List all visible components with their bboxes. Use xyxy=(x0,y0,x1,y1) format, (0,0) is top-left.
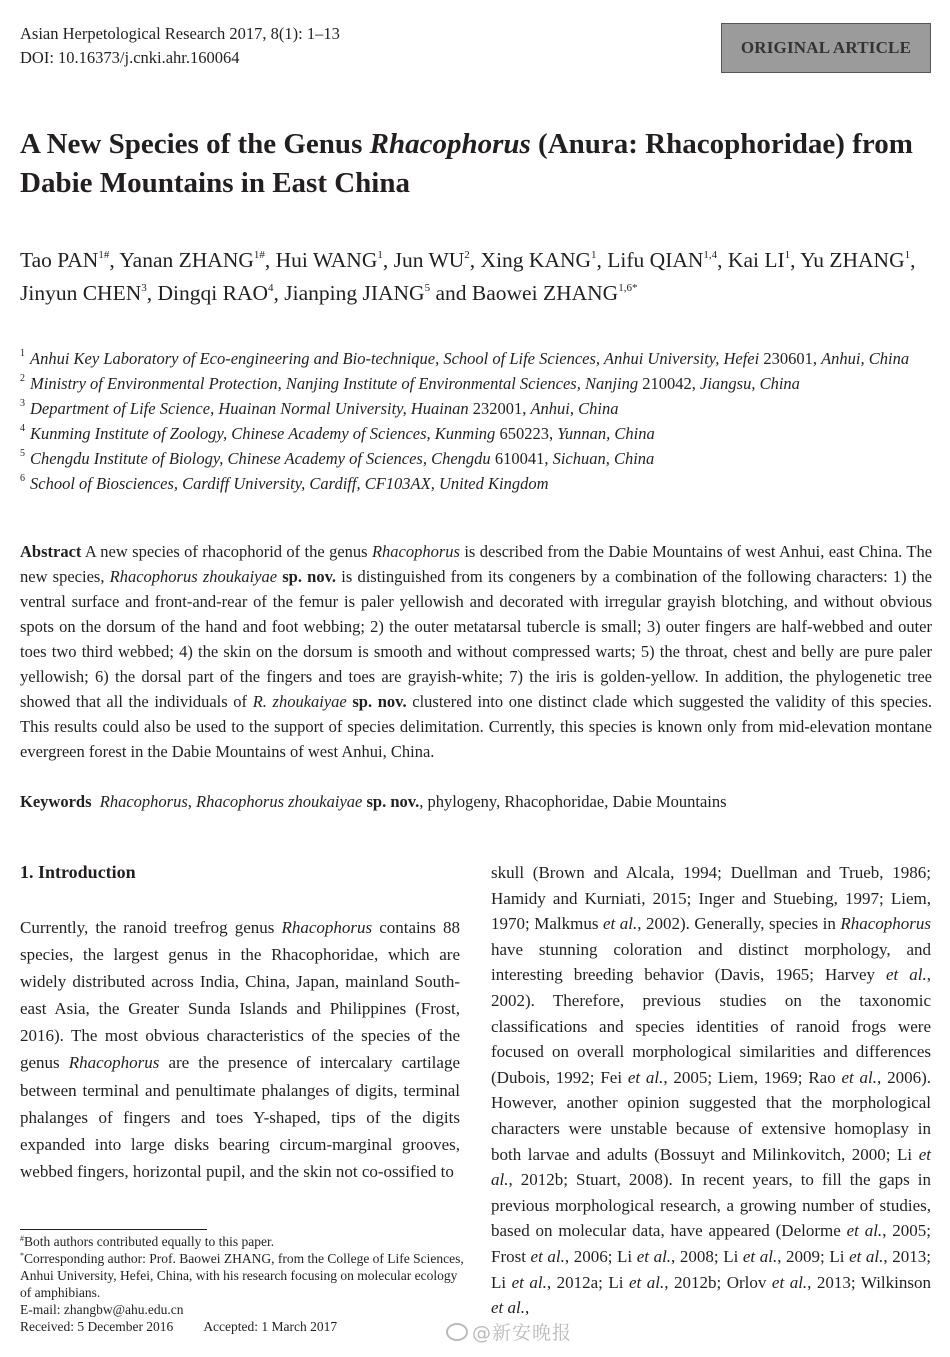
abstract-label: Abstract xyxy=(20,542,82,561)
affiliation: 6 School of Biosciences, Cardiff University, Cardiff, CF103AX, United Kingdom xyxy=(20,473,549,493)
affiliation: 5 Chengdu Institute of Biology, Chinese Academy of Sciences, Chengdu 610041, Sichuan, China xyxy=(20,448,655,468)
keywords-label: Keywords xyxy=(20,792,92,811)
affiliation: 1 Anhui Key Laboratory of Eco-engineering and Bio-technique, School of Life Sciences, Anhui University, Hefei 230601, Anhui, China xyxy=(20,348,910,368)
affiliation: 4 Kunming Institute of Zoology, Chinese Academy of Sciences, Kunming 650223, Yunnan, China xyxy=(20,423,655,443)
journal-header xyxy=(20,22,340,70)
section-heading-introduction: 1. Introduction xyxy=(20,862,136,882)
article-type-badge: ORIGINAL ARTICLE xyxy=(721,23,931,73)
keywords: Keywords Rhacophorus, Rhacophorus zhoukaiyae sp. nov., phylogeny, Rhacophoridae, Dabie Mountains xyxy=(20,792,727,811)
author: Jianping JIANG$^5$ xyxy=(284,281,431,305)
author-list: Tao $PAN^{1\#}$, Yanan $ZHANG^{1\#}$, Hui WANG$^1$, Jun $WU^2$, Xing KANG$^1$, Lifu QIAN$^{1,4}$, Kai $LI^1$, Yu ZHANG$^1$, Jinyun CHEN$^3$, Dingqi RAO$^4$, Jianping JIANG$^5$ and Baowei $ZHANG^{1,6*}$ xyxy=(20,248,916,305)
paper-title: A New Species of the Genus Rhacophorus (Anura: Rhacophoridae) from Dabie Mountains in East China xyxy=(20,128,913,199)
author: Jinyun CHEN$^3$ xyxy=(20,281,147,305)
accepted-date: Accepted: 1 March 2017 xyxy=(203,1319,338,1334)
affiliation-list xyxy=(20,346,935,496)
weibo-icon xyxy=(446,1323,468,1341)
doi-link[interactable]: DOI: 10.16373/j.cnki.ahr.160064 xyxy=(20,48,240,67)
author: Yu ZHANG$^1$ xyxy=(800,248,911,272)
author: Jun $WU^2$ xyxy=(393,248,470,272)
footnote-corresponding-author: *Corresponding author: Prof. Baowei ZHANG, from the College of Life Sciences, Anhui University, Hefei, China, with his research focusing on molecular ecology of amphibians. xyxy=(20,1251,464,1300)
author: Tao $PAN^{1\#}$ xyxy=(20,248,110,272)
author: Dingqi RAO$^4$ xyxy=(157,281,274,305)
abstract: Abstract A new species of rhacophorid of the genus Rhacophorus is described from the Dabie Mountains of west Anhui, east China. The new species, Rhacophorus zhoukaiyae sp. nov. is distinguished from its congeners by a combination of the following characters: 1) the ventral surface and front-and-rear of the femur is paler yellowish and decorated with irregular grayish blotching, and without obvious spots on the dorsum of the hand and foot webbing; 2) the outer metatarsal tubercle is small; 3) outer fingers are half-webbed and outer toes two third webbed; 4) the skin on the dorsum is smooth and without compressed warts; 5) the throat, chest and belly are pure paler yellowish; 6) the dorsal part of the fingers and toes are grayish-white; 7) the iris is golden-yellow. In addition, the phylogenetic tree showed that all the individuals of R. zhoukaiyae sp. nov. clustered into one distinct clade which suggested the validity of this species. This results could also be used to the support of species delimitation. Currently, this species is known only from mid-elevation montane evergreen forest in the Dabie Mountains of west Anhui, China. xyxy=(20,542,933,761)
affiliation: 3 Department of Life Science, Huainan Normal University, Huainan 232001, Anhui, China xyxy=(20,398,619,418)
author: Xing KANG$^1$ xyxy=(480,248,597,272)
corresponding-email[interactable]: E-mail: zhangbw@ahu.edu.cn xyxy=(20,1302,184,1317)
affiliation: 2 Ministry of Environmental Protection, Nanjing Institute of Environmental Sciences, Nanjing 210042, Jiangsu, China xyxy=(20,373,800,393)
author: Baowei $ZHANG^{1,6*}$ xyxy=(471,281,638,305)
author: Hui WANG$^1$ xyxy=(275,248,383,272)
footnote-equal-contribution: #Both authors contributed equally to this paper. xyxy=(20,1234,275,1249)
author: Yanan $ZHANG^{1\#}$ xyxy=(119,248,265,272)
author: Kai $LI^1$ xyxy=(727,248,791,272)
footnote-divider xyxy=(20,1229,207,1230)
author: Lifu QIAN$^{1,4}$ xyxy=(607,248,718,272)
intro-right-column: skull (Brown and Alcala, 1994; Duellman and Trueb, 1986; Hamidy and Kurniati, 2015; Inger and Stuebing, 1997; Liem, 1970; Malkmus et al., 2002). Generally, species in Rhacophorus have stunning coloration and distinct morphology, and interesting breeding behavior (Davis, 1965; Harvey et al., 2002). Therefore, previous studies on the taxonomic classifications and species identities of ranoid frogs were focused on overall morphological similarities and differences (Dubois, 1992; Fei et al., 2005; Liem, 1969; Rao et al., 2006). However, another opinion suggested that the morphological characters were unstable because of extensive homoplasy in both larvae and adults (Bossuyt and Milinkovitch, 2000; Li et al., 2012b; Stuart, 2008). In recent years, to fill the gaps in previous morphological research, a growing number of studies, based on molecular data, have appeared (Delorme et al., 2005; Frost et al., 2006; Li et al., 2008; Li et al., 2009; Li et al., 2013; Li et al., 2012a; Li et al., 2012b; Orlov et al., 2013; Wilkinson et al., xyxy=(491,863,931,1318)
watermark: @新安晚报 xyxy=(446,1318,572,1345)
journal-citation: Asian Herpetological Research 2017, 8(1): 1–13 xyxy=(20,24,340,43)
dates xyxy=(20,1318,465,1335)
received-date: Received: 5 December 2016 xyxy=(20,1319,174,1334)
intro-left-column: Currently, the ranoid treefrog genus Rhacophorus contains 88 species, the largest genus in the Rhacophoridae, which are widely distributed across India, China, Japan, mainland South-east Asia, the Greater Sunda Islands and Philippines (Frost, 2016). The most obvious characteristics of the species of the genus Rhacophorus are the presence of intercalary cartilage between terminal and penultimate phalanges of digits, terminal phalanges of fingers and toes Y-shaped, tips of the digits expanded into large disks bearing circum-marginal grooves, webbed fingers, horizontal pupil, and the skin not co-ossified to xyxy=(20,918,460,1181)
footnotes xyxy=(20,1233,465,1335)
